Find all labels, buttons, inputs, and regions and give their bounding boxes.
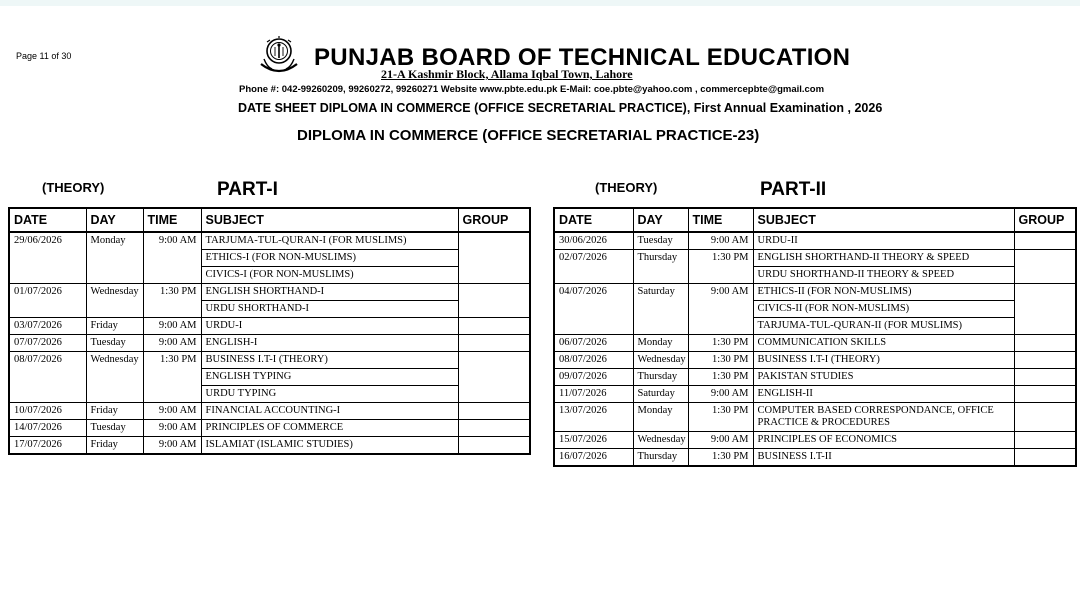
- contact-info: Phone #: 042-99260209, 99260272, 99260271 Website www.pbte.edu.pk E-Mail: coe.pbte@yahoo.com , commercepbte@gmail.com: [239, 84, 825, 95]
- table-row: [554, 335, 1076, 352]
- subject-cell: TARJUMA-TUL-QURAN-I (FOR MUSLIMS): [201, 232, 458, 250]
- table-row: [554, 284, 1076, 301]
- time-cell: 9:00 AM: [143, 403, 201, 420]
- subject-cell: BUSINESS I.T-I (THEORY): [201, 352, 458, 369]
- time-cell: 9:00 AM: [688, 232, 753, 250]
- group-cell: [458, 284, 530, 318]
- col-time-header: TIME: [688, 208, 753, 232]
- table-row: [9, 437, 530, 455]
- col-time-header: TIME: [143, 208, 201, 232]
- group-cell: [458, 420, 530, 437]
- table-row: [9, 232, 530, 250]
- group-cell: [458, 403, 530, 420]
- subject-cell: ISLAMIAT (ISLAMIC STUDIES): [201, 437, 458, 455]
- date-cell: 01/07/2026: [9, 284, 86, 318]
- subject-cell: PRINCIPLES OF ECONOMICS: [753, 432, 1014, 449]
- table-row: [9, 318, 530, 335]
- subject-cell: ENGLISH-I: [201, 335, 458, 352]
- part1-title: PART-I: [217, 179, 278, 200]
- day-cell: Monday: [633, 403, 688, 432]
- day-cell: Wednesday: [86, 352, 143, 403]
- time-cell: 9:00 AM: [143, 318, 201, 335]
- table-row: [9, 420, 530, 437]
- time-cell: 9:00 AM: [143, 437, 201, 455]
- group-cell: [1014, 250, 1076, 284]
- date-cell: 29/06/2026: [9, 232, 86, 284]
- time-cell: 1:30 PM: [688, 335, 753, 352]
- group-cell: [458, 232, 530, 284]
- subject-cell: COMMUNICATION SKILLS: [753, 335, 1014, 352]
- day-cell: Monday: [633, 335, 688, 352]
- subject-cell: ETHICS-I (FOR NON-MUSLIMS): [201, 250, 458, 267]
- table-row: [9, 284, 530, 301]
- day-cell: Tuesday: [86, 420, 143, 437]
- day-cell: Thursday: [633, 250, 688, 284]
- date-cell: 30/06/2026: [554, 232, 633, 250]
- subject-cell: BUSINESS I.T-I (THEORY): [753, 352, 1014, 369]
- subject-cell: ENGLISH SHORTHAND-I: [201, 284, 458, 301]
- table-row: [554, 250, 1076, 267]
- date-cell: 09/07/2026: [554, 369, 633, 386]
- col-group-header: GROUP: [458, 208, 530, 232]
- date-cell: 08/07/2026: [9, 352, 86, 403]
- time-cell: 9:00 AM: [143, 232, 201, 284]
- time-cell: 9:00 AM: [688, 386, 753, 403]
- col-date-header: DATE: [9, 208, 86, 232]
- day-cell: Wednesday: [633, 432, 688, 449]
- part2-theory-label: (THEORY): [595, 180, 658, 195]
- time-cell: 1:30 PM: [143, 284, 201, 318]
- group-cell: [1014, 449, 1076, 467]
- group-cell: [458, 318, 530, 335]
- table-row: [9, 335, 530, 352]
- day-cell: Monday: [86, 232, 143, 284]
- day-cell: Friday: [86, 318, 143, 335]
- day-cell: Thursday: [633, 369, 688, 386]
- part1-table: [8, 207, 531, 455]
- day-cell: Saturday: [633, 284, 688, 335]
- table-row: [554, 386, 1076, 403]
- table-row: [554, 449, 1076, 467]
- page-number: Page 11 of 30: [16, 51, 72, 61]
- date-cell: 13/07/2026: [554, 403, 633, 432]
- time-cell: 1:30 PM: [688, 369, 753, 386]
- group-cell: [1014, 352, 1076, 369]
- date-cell: 02/07/2026: [554, 250, 633, 284]
- subject-cell: URDU SHORTHAND-II THEORY & SPEED: [753, 267, 1014, 284]
- top-strip: [0, 0, 1080, 6]
- group-cell: [1014, 284, 1076, 335]
- diploma-title: DIPLOMA IN COMMERCE (OFFICE SECRETARIAL PRACTICE-23): [297, 127, 760, 144]
- subject-cell: BUSINESS I.T-II: [753, 449, 1014, 467]
- col-date-header: DATE: [554, 208, 633, 232]
- day-cell: Friday: [86, 403, 143, 420]
- seal-icon: [258, 34, 300, 76]
- part1-header-row: [9, 208, 530, 232]
- table-row: [9, 352, 530, 369]
- subject-cell: PRINCIPLES OF COMMERCE: [201, 420, 458, 437]
- group-cell: [1014, 403, 1076, 432]
- subject-cell: ENGLISH-II: [753, 386, 1014, 403]
- date-cell: 11/07/2026: [554, 386, 633, 403]
- part2-title: PART-II: [760, 179, 827, 200]
- time-cell: 1:30 PM: [688, 403, 753, 432]
- day-cell: Saturday: [633, 386, 688, 403]
- time-cell: 9:00 AM: [143, 420, 201, 437]
- subject-cell: ENGLISH TYPING: [201, 369, 458, 386]
- table-row: [554, 403, 1076, 432]
- col-day-header: DAY: [86, 208, 143, 232]
- table-row: [554, 369, 1076, 386]
- board-address: 21-A Kashmir Block, Allama Iqbal Town, Lahore: [381, 67, 633, 81]
- date-cell: 17/07/2026: [9, 437, 86, 455]
- date-cell: 16/07/2026: [554, 449, 633, 467]
- date-cell: 15/07/2026: [554, 432, 633, 449]
- subject-cell: FINANCIAL ACCOUNTING-I: [201, 403, 458, 420]
- subject-cell: URDU SHORTHAND-I: [201, 301, 458, 318]
- subject-cell: CIVICS-I (FOR NON-MUSLIMS): [201, 267, 458, 284]
- group-cell: [1014, 232, 1076, 250]
- part1-theory-label: (THEORY): [42, 180, 105, 195]
- subject-cell: TARJUMA-TUL-QURAN-II (FOR MUSLIMS): [753, 318, 1014, 335]
- time-cell: 1:30 PM: [143, 352, 201, 403]
- board-name: PUNJAB BOARD OF TECHNICAL EDUCATION: [314, 44, 851, 71]
- table-row: [9, 403, 530, 420]
- subject-cell: URDU-II: [753, 232, 1014, 250]
- group-cell: [1014, 335, 1076, 352]
- part2-header-row: [554, 208, 1076, 232]
- time-cell: 9:00 AM: [143, 335, 201, 352]
- subject-cell: COMPUTER BASED CORRESPONDANCE, OFFICE PRACTICE & PROCEDURES: [753, 403, 1014, 432]
- group-cell: [458, 437, 530, 455]
- subject-cell: PAKISTAN STUDIES: [753, 369, 1014, 386]
- subject-cell: CIVICS-II (FOR NON-MUSLIMS): [753, 301, 1014, 318]
- date-cell: 10/07/2026: [9, 403, 86, 420]
- date-cell: 14/07/2026: [9, 420, 86, 437]
- col-day-header: DAY: [633, 208, 688, 232]
- subject-cell: ENGLISH SHORTHAND-II THEORY & SPEED: [753, 250, 1014, 267]
- date-cell: 04/07/2026: [554, 284, 633, 335]
- date-cell: 07/07/2026: [9, 335, 86, 352]
- group-cell: [458, 335, 530, 352]
- group-cell: [1014, 369, 1076, 386]
- day-cell: Tuesday: [86, 335, 143, 352]
- date-cell: 08/07/2026: [554, 352, 633, 369]
- col-subject-header: SUBJECT: [201, 208, 458, 232]
- time-cell: 1:30 PM: [688, 250, 753, 284]
- group-cell: [1014, 432, 1076, 449]
- table-row: [554, 432, 1076, 449]
- group-cell: [458, 352, 530, 403]
- day-cell: Friday: [86, 437, 143, 455]
- table-row: [554, 232, 1076, 250]
- day-cell: Wednesday: [633, 352, 688, 369]
- col-group-header: GROUP: [1014, 208, 1076, 232]
- table-row: [554, 352, 1076, 369]
- day-cell: Wednesday: [86, 284, 143, 318]
- col-subject-header: SUBJECT: [753, 208, 1014, 232]
- day-cell: Thursday: [633, 449, 688, 467]
- group-cell: [1014, 386, 1076, 403]
- subject-cell: URDU TYPING: [201, 386, 458, 403]
- part2-table: [553, 207, 1077, 467]
- time-cell: 1:30 PM: [688, 449, 753, 467]
- date-cell: 03/07/2026: [9, 318, 86, 335]
- subject-cell: ETHICS-II (FOR NON-MUSLIMS): [753, 284, 1014, 301]
- time-cell: 1:30 PM: [688, 352, 753, 369]
- subject-cell: URDU-I: [201, 318, 458, 335]
- date-cell: 06/07/2026: [554, 335, 633, 352]
- day-cell: Tuesday: [633, 232, 688, 250]
- time-cell: 9:00 AM: [688, 284, 753, 335]
- date-sheet-title: DATE SHEET DIPLOMA IN COMMERCE (OFFICE SECRETARIAL PRACTICE), First Annual Examination , 2026: [238, 101, 883, 115]
- time-cell: 9:00 AM: [688, 432, 753, 449]
